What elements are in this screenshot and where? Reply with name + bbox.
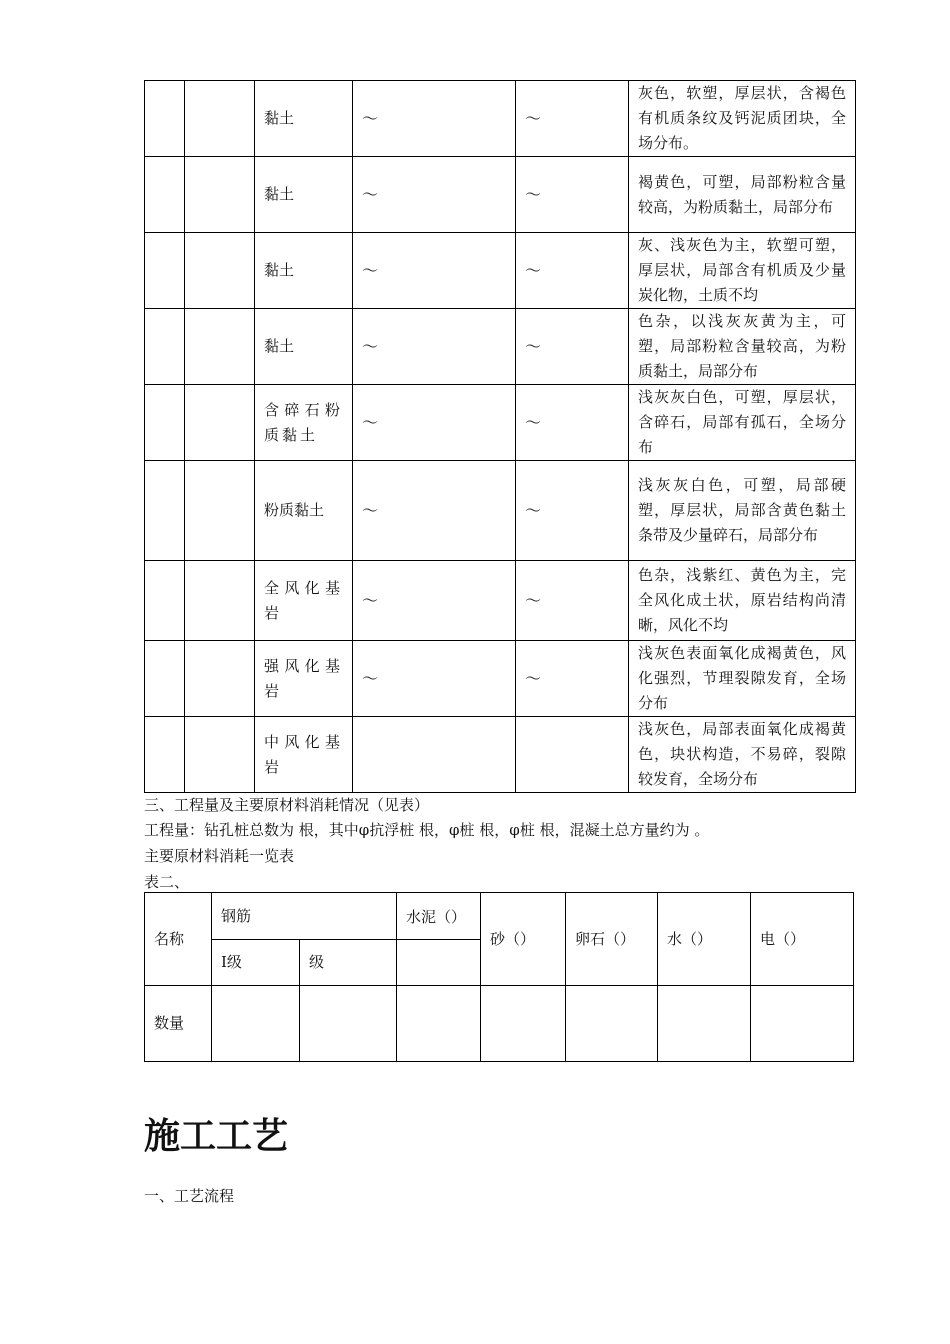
header-gravel: 卵石（） bbox=[566, 893, 658, 986]
quantity-cell bbox=[566, 986, 658, 1062]
quantity-cell bbox=[397, 986, 481, 1062]
stratum-name: 含碎石粉质黏土 bbox=[255, 385, 353, 461]
strata-row bbox=[145, 641, 856, 717]
depth-range: ～ bbox=[353, 641, 516, 717]
thickness-range: ～ bbox=[516, 157, 629, 233]
stratum-description: 浅灰灰白色，可塑，厚层状，含碎石，局部有孤石，全场分布 bbox=[629, 385, 856, 461]
blank-cell bbox=[185, 461, 255, 561]
stratum-name: 黏土 bbox=[255, 233, 353, 309]
header-power: 电（） bbox=[751, 893, 854, 986]
strata-table bbox=[144, 80, 856, 793]
strata-row bbox=[145, 385, 856, 461]
materials-table-title: 主要原材料消耗一览表 bbox=[144, 847, 295, 865]
materials-table bbox=[144, 892, 854, 1062]
strata-row bbox=[145, 233, 856, 309]
blank-cell bbox=[185, 81, 255, 157]
quantity-cell bbox=[481, 986, 566, 1062]
blank-cell bbox=[145, 385, 185, 461]
stratum-description: 色杂，以浅灰灰黄为主，可塑，局部粉粒含量较高，为粉质黏土，局部分布 bbox=[629, 309, 856, 385]
stratum-name: 黏土 bbox=[255, 157, 353, 233]
stratum-description: 浅灰色表面氧化成褐黄色，风化强烈，节理裂隙发育，全场分布 bbox=[629, 641, 856, 717]
chapter-heading: 施工工艺 bbox=[144, 1116, 289, 1157]
stratum-description: 灰色，软塑，厚层状，含褐色有机质条纹及钙泥质团块，全场分布。 bbox=[629, 81, 856, 157]
thickness-range: ～ bbox=[516, 461, 629, 561]
header-rebar: 钢筋 bbox=[212, 893, 397, 940]
blank-cell bbox=[145, 233, 185, 309]
header-cement: 水泥（） bbox=[397, 893, 481, 940]
strata-row bbox=[145, 157, 856, 233]
blank-cell bbox=[185, 717, 255, 793]
header-sand: 砂（） bbox=[481, 893, 566, 986]
header-cement-blank bbox=[397, 940, 481, 986]
header-water: 水（） bbox=[658, 893, 751, 986]
blank-cell bbox=[145, 641, 185, 717]
table-label: 表二、 bbox=[144, 873, 190, 891]
subsection-1-title: 一、工艺流程 bbox=[144, 1187, 235, 1205]
thickness-range: ～ bbox=[516, 81, 629, 157]
quantity-cell bbox=[658, 986, 751, 1062]
stratum-name: 黏土 bbox=[255, 81, 353, 157]
quantity-cell bbox=[300, 986, 397, 1062]
quantity-cell bbox=[751, 986, 854, 1062]
stratum-name: 强风化基岩 bbox=[255, 641, 353, 717]
depth-range: ～ bbox=[353, 81, 516, 157]
thickness-range bbox=[516, 717, 629, 793]
stratum-description: 灰、浅灰色为主，软塑可塑，厚层状，局部含有机质及少量炭化物，土质不均 bbox=[629, 233, 856, 309]
strata-table-body bbox=[145, 81, 856, 793]
strata-row bbox=[145, 717, 856, 793]
strata-row bbox=[145, 461, 856, 561]
stratum-description: 浅灰色，局部表面氧化成褐黄色，块状构造，不易碎，裂隙较发育，全场分布 bbox=[629, 717, 856, 793]
depth-range: ～ bbox=[353, 385, 516, 461]
header-name: 名称 bbox=[145, 893, 212, 986]
thickness-range: ～ bbox=[516, 385, 629, 461]
blank-cell bbox=[185, 309, 255, 385]
section3-title: 三、工程量及主要原材料消耗情况（见表） bbox=[144, 796, 430, 814]
depth-range: ～ bbox=[353, 561, 516, 641]
blank-cell bbox=[145, 81, 185, 157]
blank-cell bbox=[145, 309, 185, 385]
depth-range: ～ bbox=[353, 157, 516, 233]
strata-row bbox=[145, 561, 856, 641]
header-rebar-grade1: Ⅰ级 bbox=[212, 940, 300, 986]
thickness-range: ～ bbox=[516, 561, 629, 641]
quantities-line: 工程量：钻孔桩总数为 根，其中φ抗浮桩 根，φ桩 根，φ桩 根，混凝土总方量约为 。 bbox=[144, 821, 710, 839]
depth-range bbox=[353, 717, 516, 793]
stratum-description: 色杂，浅紫红、黄色为主，完全风化成土状，原岩结构尚清晰，风化不均 bbox=[629, 561, 856, 641]
blank-cell bbox=[185, 641, 255, 717]
stratum-name: 粉质黏土 bbox=[255, 461, 353, 561]
stratum-name: 全风化基岩 bbox=[255, 561, 353, 641]
depth-range: ～ bbox=[353, 309, 516, 385]
blank-cell bbox=[185, 385, 255, 461]
blank-cell bbox=[185, 157, 255, 233]
thickness-range: ～ bbox=[516, 641, 629, 717]
stratum-name: 中风化基岩 bbox=[255, 717, 353, 793]
header-rebar-grade2: 级 bbox=[300, 940, 397, 986]
stratum-description: 浅灰灰白色，可塑，局部硬塑，厚层状，局部含黄色黏土条带及少量碎石，局部分布 bbox=[629, 461, 856, 561]
blank-cell bbox=[145, 461, 185, 561]
blank-cell bbox=[145, 717, 185, 793]
blank-cell bbox=[185, 561, 255, 641]
quantity-label: 数量 bbox=[145, 986, 212, 1062]
stratum-name: 黏土 bbox=[255, 309, 353, 385]
depth-range: ～ bbox=[353, 461, 516, 561]
quantity-cell bbox=[212, 986, 300, 1062]
depth-range: ～ bbox=[353, 233, 516, 309]
strata-row bbox=[145, 309, 856, 385]
thickness-range: ～ bbox=[516, 309, 629, 385]
thickness-range: ～ bbox=[516, 233, 629, 309]
blank-cell bbox=[145, 157, 185, 233]
blank-cell bbox=[185, 233, 255, 309]
stratum-description: 褐黄色，可塑，局部粉粒含量较高，为粉质黏土，局部分布 bbox=[629, 157, 856, 233]
strata-row bbox=[145, 81, 856, 157]
blank-cell bbox=[145, 561, 185, 641]
